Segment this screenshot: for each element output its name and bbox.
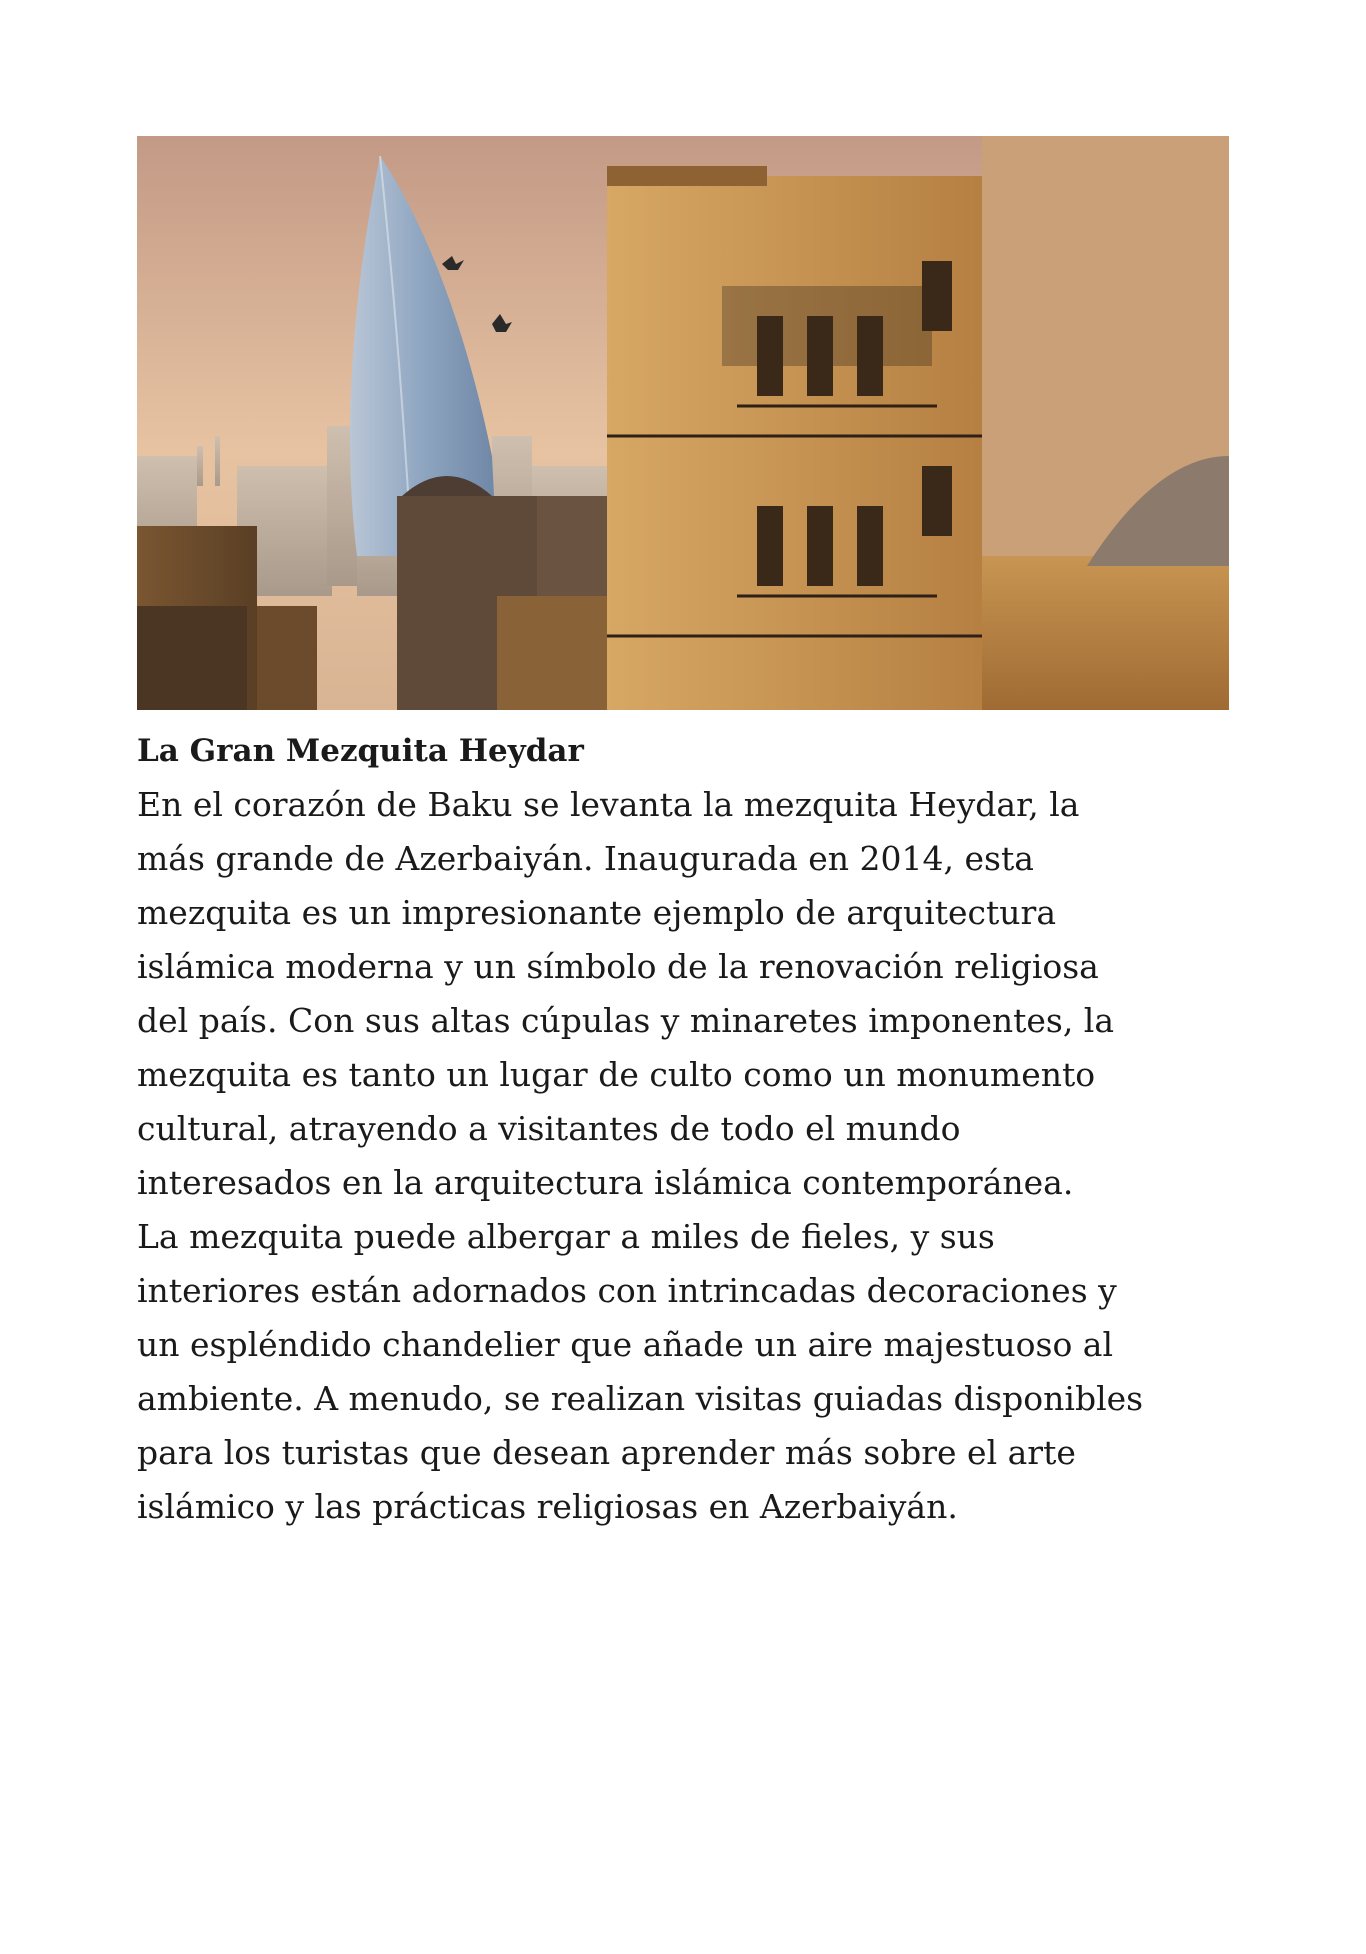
body-line: del país. Con sus altas cúpulas y minaretes imponentes, la [137, 1001, 1115, 1040]
body-line: para los turistas que desean aprender más sobre el arte [137, 1433, 1076, 1472]
body-line: interiores están adornados con intrincadas decoraciones y [137, 1271, 1117, 1310]
body-line: islámico y las prácticas religiosas en Azerbaiyán. [137, 1487, 958, 1526]
body-line: ambiente. A menudo, se realizan visitas guiadas disponibles [137, 1379, 1144, 1418]
article-text [137, 724, 1247, 1534]
body-line: islámica moderna y un símbolo de la renovación religiosa [137, 947, 1099, 986]
article-heading: La Gran Mezquita Heydar [137, 733, 584, 769]
body-line: interesados en la arquitectura islámica contemporánea. [137, 1163, 1074, 1202]
baku-cityscape-illustration [137, 136, 1229, 710]
body-line: cultural, atrayendo a visitantes de todo el mundo [137, 1109, 961, 1148]
body-line: mezquita es un impresionante ejemplo de arquitectura [137, 893, 1056, 932]
body-line: En el corazón de Baku se levanta la mezquita Heydar, la [137, 785, 1080, 824]
body-line: La mezquita puede albergar a miles de fieles, y sus [137, 1217, 995, 1256]
body-line: un espléndido chandelier que añade un aire majestuoso al [137, 1325, 1114, 1364]
body-line: mezquita es tanto un lugar de culto como un monumento [137, 1055, 1096, 1094]
body-line: más grande de Azerbaiyán. Inaugurada en 2014, esta [137, 839, 1034, 878]
baku-cityscape-photo [137, 136, 1229, 710]
article-body [137, 778, 1247, 1534]
